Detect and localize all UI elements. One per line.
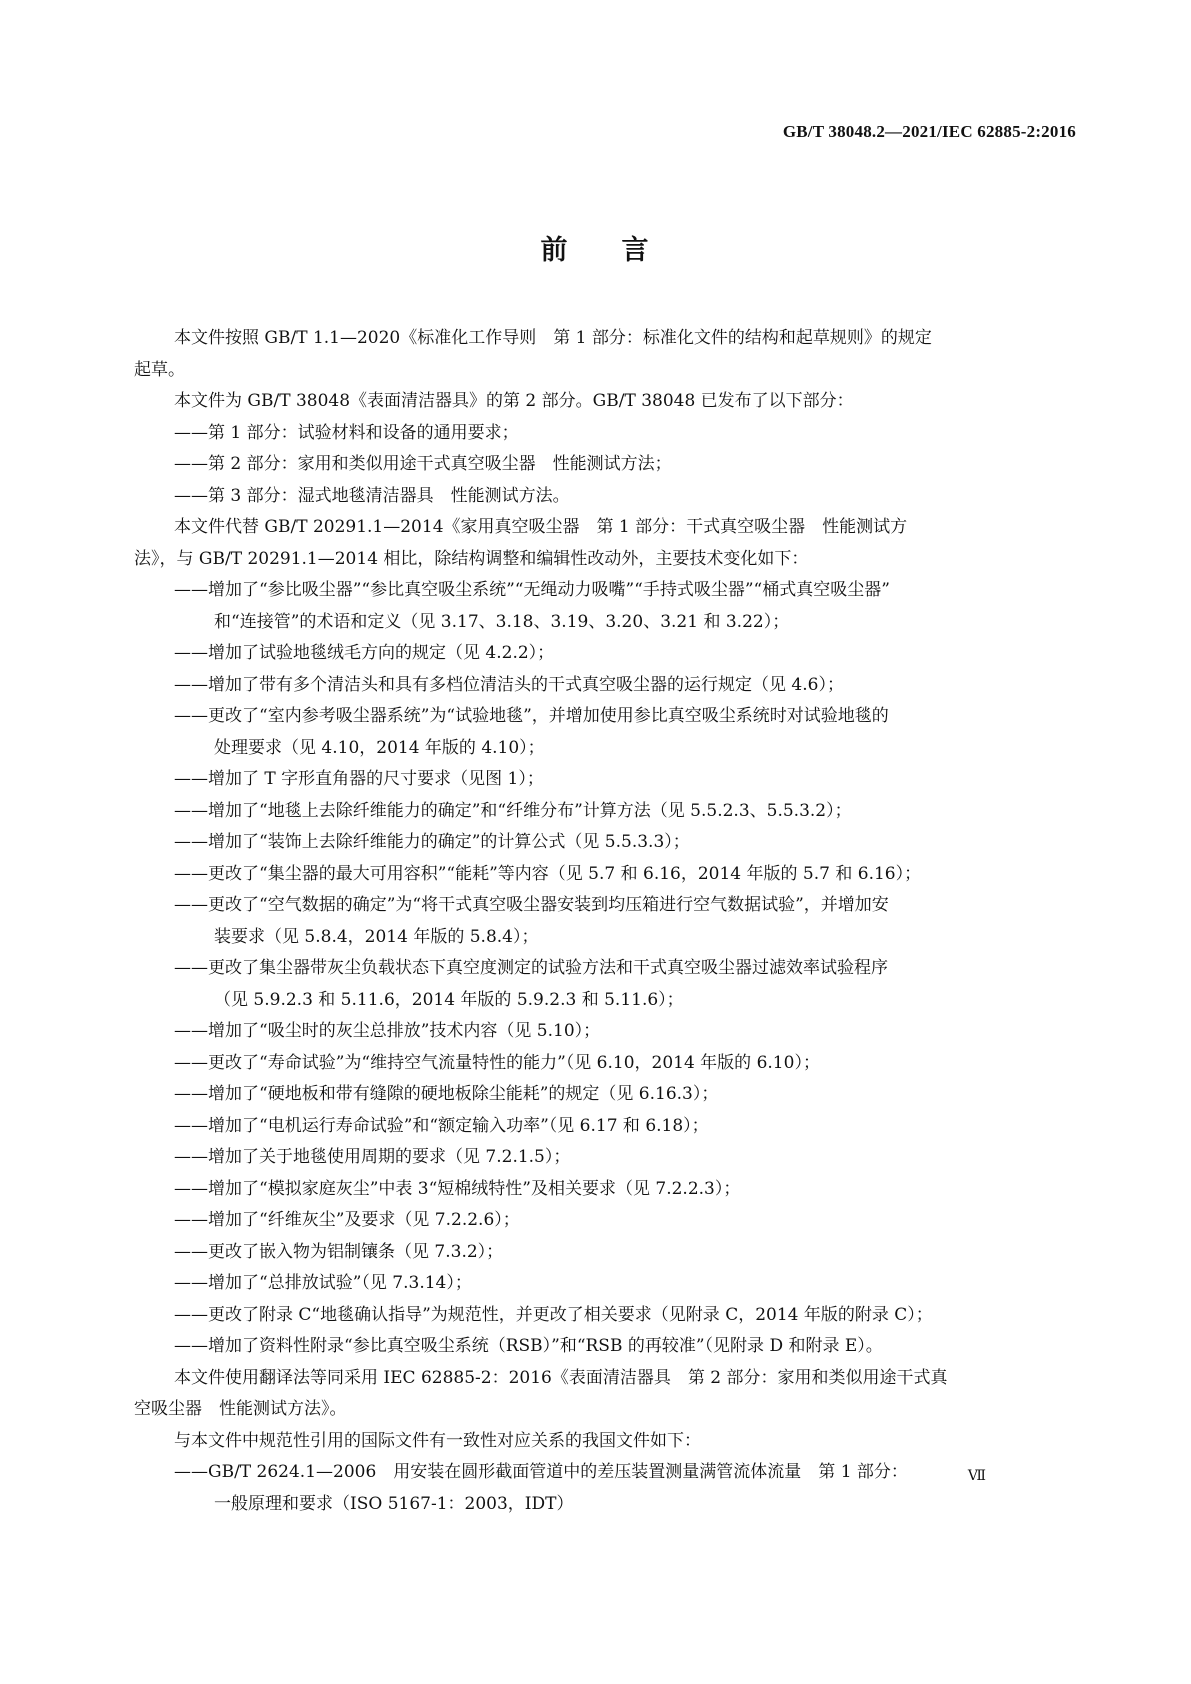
text-line: 空吸尘器 性能测试方法》。	[134, 1399, 347, 1419]
text-line: ——增加了“纤维灰尘”及要求（见 7.2.2.6）；	[174, 1210, 520, 1230]
text-line: ——更改了“寿命试验”为“维持空气流量特性的能力”（见 6.10，2014 年版的 6.10）；	[174, 1052, 820, 1073]
text-line: ——更改了“室内参考吸尘器系统”为“试验地毯”，并增加使用参比真空吸尘系统时对试验地毯的	[174, 706, 889, 726]
text-line: （见 5.9.2.3 和 5.11.6，2014 年版的 5.9.2.3 和 5.11.6）；	[214, 989, 684, 1010]
foreword-body	[134, 323, 1056, 1520]
text-line: 本文件使用翻译法等同采用 IEC 62885-2：2016《表面清洁器具 第 2 部分：家用和类似用途干式真	[174, 1367, 948, 1388]
text-line: ——增加了 T 字形直角器的尺寸要求（见图 1）；	[174, 769, 544, 789]
text-line: ——增加了“硬地板和带有缝隙的硬地板除尘能耗”的规定（见 6.16.3）；	[174, 1084, 719, 1104]
text-line: ——增加了“参比吸尘器”“参比真空吸尘系统”“无绳动力吸嘴”“手持式吸尘器”“桶式真空吸尘器”	[174, 580, 890, 600]
text-line: 起草。	[134, 359, 185, 380]
text-line: 和“连接管”的术语和定义（见 3.17、3.18、3.19、3.20、3.21 和 3.22）；	[214, 611, 790, 632]
text-line: 装要求（见 5.8.4，2014 年版的 5.8.4）；	[214, 926, 539, 947]
text-line: 法》，与 GB/T 20291.1—2014 相比，除结构调整和编辑性改动外，主要技术变化如下：	[134, 548, 809, 569]
text-line: 一般原理和要求（ISO 5167-1：2003，IDT）	[214, 1493, 574, 1514]
text-line: ——增加了关于地毯使用周期的要求（见 7.2.1.5）；	[174, 1147, 571, 1167]
text-line: ——更改了“空气数据的确定”为“将干式真空吸尘器安装到均压箱进行空气数据试验”，并增加安	[174, 895, 889, 915]
text-line: ——增加了“模拟家庭灰尘”中表 3“短棉绒特性”及相关要求（见 7.2.2.3）；	[174, 1178, 741, 1199]
text-line: ——增加了带有多个清洁头和具有多档位清洁头的干式真空吸尘器的运行规定（见 4.6）；	[174, 674, 844, 695]
text-line: ——第 2 部分：家用和类似用途干式真空吸尘器 性能测试方法；	[174, 454, 672, 474]
text-line: ——更改了集尘器带灰尘负载状态下真空度测定的试验方法和干式真空吸尘器过滤效率试验程序	[174, 958, 888, 978]
text-line: 与本文件中规范性引用的国际文件有一致性对应关系的我国文件如下：	[174, 1430, 701, 1451]
text-line: ——第 3 部分：湿式地毯清洁器具 性能测试方法。	[174, 485, 570, 506]
text-line: ——增加了试验地毯绒毛方向的规定（见 4.2.2）；	[174, 643, 555, 663]
text-line: ——更改了“集尘器的最大可用容积”“能耗”等内容（见 5.7 和 6.16，2014 年版的 5.7 和 6.16）；	[174, 863, 922, 884]
text-line: ——增加了“总排放试验”（见 7.3.14）；	[174, 1273, 472, 1293]
text-line: ——更改了附录 C“地毯确认指导”为规范性，并更改了相关要求（见附录 C，2014 年版的附录 C）；	[174, 1304, 933, 1325]
text-line: ——增加了“吸尘时的灰尘总排放”技术内容（见 5.10）；	[174, 1021, 601, 1041]
text-line: ——第 1 部分：试验材料和设备的通用要求；	[174, 422, 519, 443]
standard-code-header: GB/T 38048.2—2021/IEC 62885-2:2016	[782, 122, 1076, 141]
text-line: ——更改了嵌入物为铝制镶条（见 7.3.2）；	[174, 1241, 504, 1262]
text-line: ——增加了“地毯上去除纤维能力的确定”和“纤维分布”计算方法（见 5.5.2.3、5.5.3.2）；	[174, 800, 852, 821]
title-char-1: 前	[540, 235, 570, 266]
text-line: 本文件为 GB/T 38048《表面清洁器具》的第 2 部分。GB/T 38048 已发布了以下部分：	[174, 391, 854, 411]
text-line: ——增加了“电机运行寿命试验”和“额定输入功率”（见 6.17 和 6.18）；	[174, 1115, 709, 1136]
title-char-2: 言	[621, 235, 651, 266]
text-line: 处理要求（见 4.10，2014 年版的 4.10）；	[214, 737, 545, 758]
text-line: 本文件按照 GB/T 1.1—2020《标准化工作导则 第 1 部分：标准化文件的结构和起草规则》的规定	[174, 328, 932, 348]
page-number: Ⅶ	[967, 1468, 986, 1484]
text-line: ——增加了资料性附录“参比真空吸尘系统（RSB）”和“RSB 的再较准”（见附录 D 和附录 E）。	[174, 1336, 883, 1356]
text-line: 本文件代替 GB/T 20291.1—2014《家用真空吸尘器 第 1 部分：干式真空吸尘器 性能测试方	[174, 517, 908, 537]
text-line: ——GB/T 2624.1—2006 用安装在圆形截面管道中的差压装置测量满管流体流量 第 1 部分：	[174, 1462, 908, 1482]
text-line: ——增加了“装饰上去除纤维能力的确定”的计算公式（见 5.5.3.3）；	[174, 832, 690, 852]
page-title	[0, 228, 1191, 267]
